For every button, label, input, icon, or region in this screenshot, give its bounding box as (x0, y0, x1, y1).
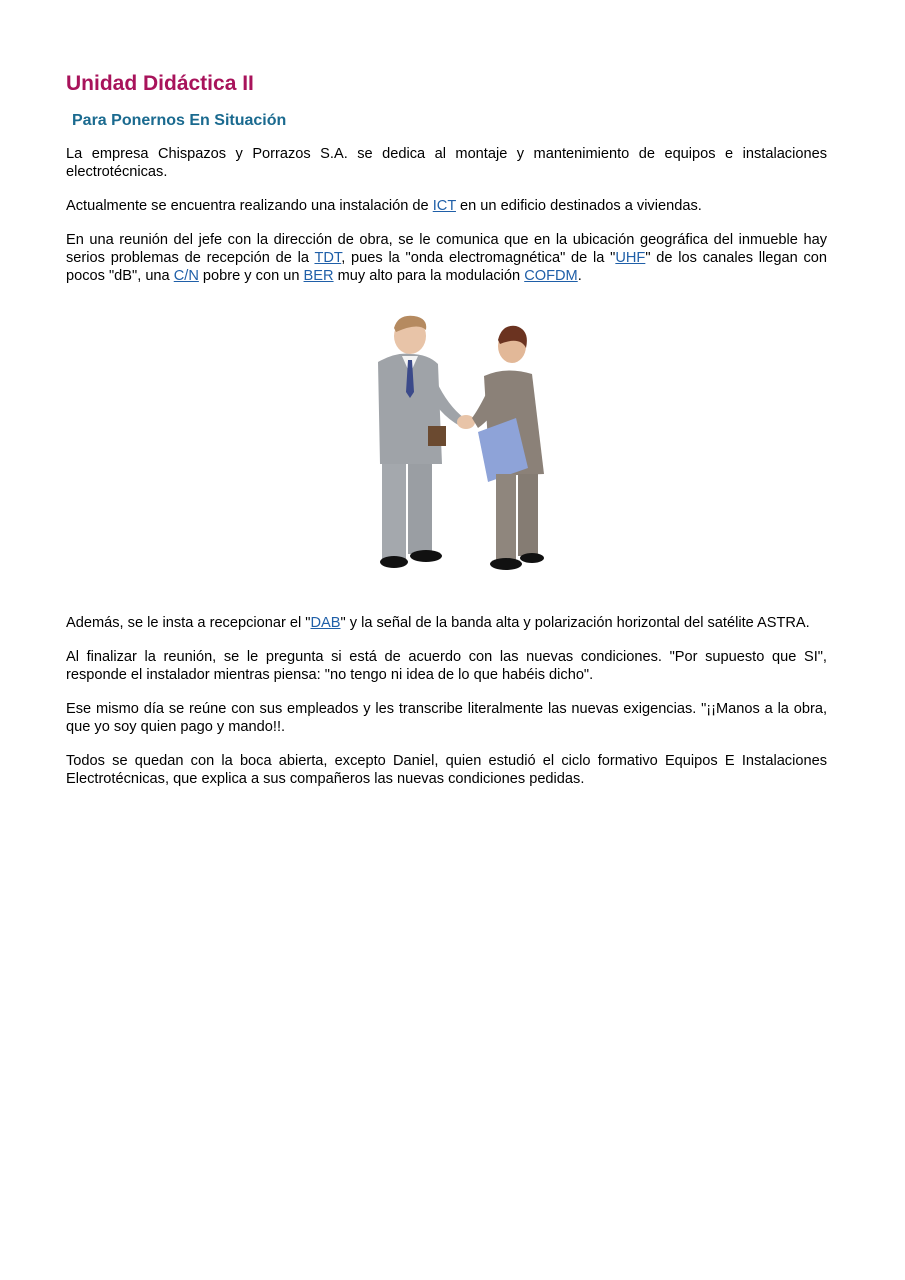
text: Además, se le insta a recepcionar el " (66, 615, 311, 631)
section-heading: Para Ponernos En Situación (72, 112, 287, 129)
text: Actualmente se encuentra realizando una instalación de (66, 198, 433, 214)
link-dab[interactable]: DAB (310, 615, 341, 631)
paragraph-agreement: Al finalizar la reunión, se le pregunta si está de acuerdo con las nuevas condiciones. "Por supuesto que SI", responde el instalador mientras piensa: "no tengo ni idea de lo que habéis dicho". (66, 649, 827, 683)
paragraph-meeting (66, 231, 827, 285)
paragraph-dab (66, 614, 827, 632)
handshake-image (366, 314, 556, 579)
link-ber[interactable]: BER (303, 268, 334, 284)
text: " de los canales llegan con pocos "dB", una (66, 250, 827, 284)
link-tdt[interactable]: TDT (314, 250, 342, 266)
text: pobre y con un (198, 268, 304, 284)
paragraph-installation (66, 197, 827, 215)
link-ict[interactable]: ICT (432, 198, 456, 214)
text: . (577, 268, 582, 284)
text: muy alto para la modulación (333, 268, 525, 284)
text: , pues la "onda electromagnética" de la " (341, 250, 616, 266)
text: En una reunión del jefe con la dirección de obra, se le comunica que en la ubicación geográfica del inmueble hay serios problemas de recepción de la (66, 232, 827, 266)
handshake-illustration (66, 314, 827, 584)
link-cofdm[interactable]: COFDM (524, 268, 578, 284)
page-title: Unidad Didáctica II (66, 72, 254, 95)
link-cn[interactable]: C/N (173, 268, 199, 284)
link-uhf[interactable]: UHF (615, 250, 646, 266)
text: en un edificio destinados a viviendas. (455, 198, 702, 214)
document-page (66, 70, 827, 788)
paragraph-employees: Ese mismo día se reúne con sus empleados y les transcribe literalmente las nuevas exigencias. "¡¡Manos a la obra, que yo soy quien pago y mando!!. (66, 701, 827, 735)
text: " y la señal de la banda alta y polarización horizontal del satélite ASTRA. (340, 615, 810, 631)
paragraph-company: La empresa Chispazos y Porrazos S.A. se dedica al montaje y mantenimiento de equipos e instalaciones electrotécnicas. (66, 146, 827, 180)
paragraph-daniel: Todos se quedan con la boca abierta, excepto Daniel, quien estudió el ciclo formativo Equipos E Instalaciones Electrotécnicas, que explica a sus compañeros las nuevas condiciones pedidas. (66, 753, 827, 787)
